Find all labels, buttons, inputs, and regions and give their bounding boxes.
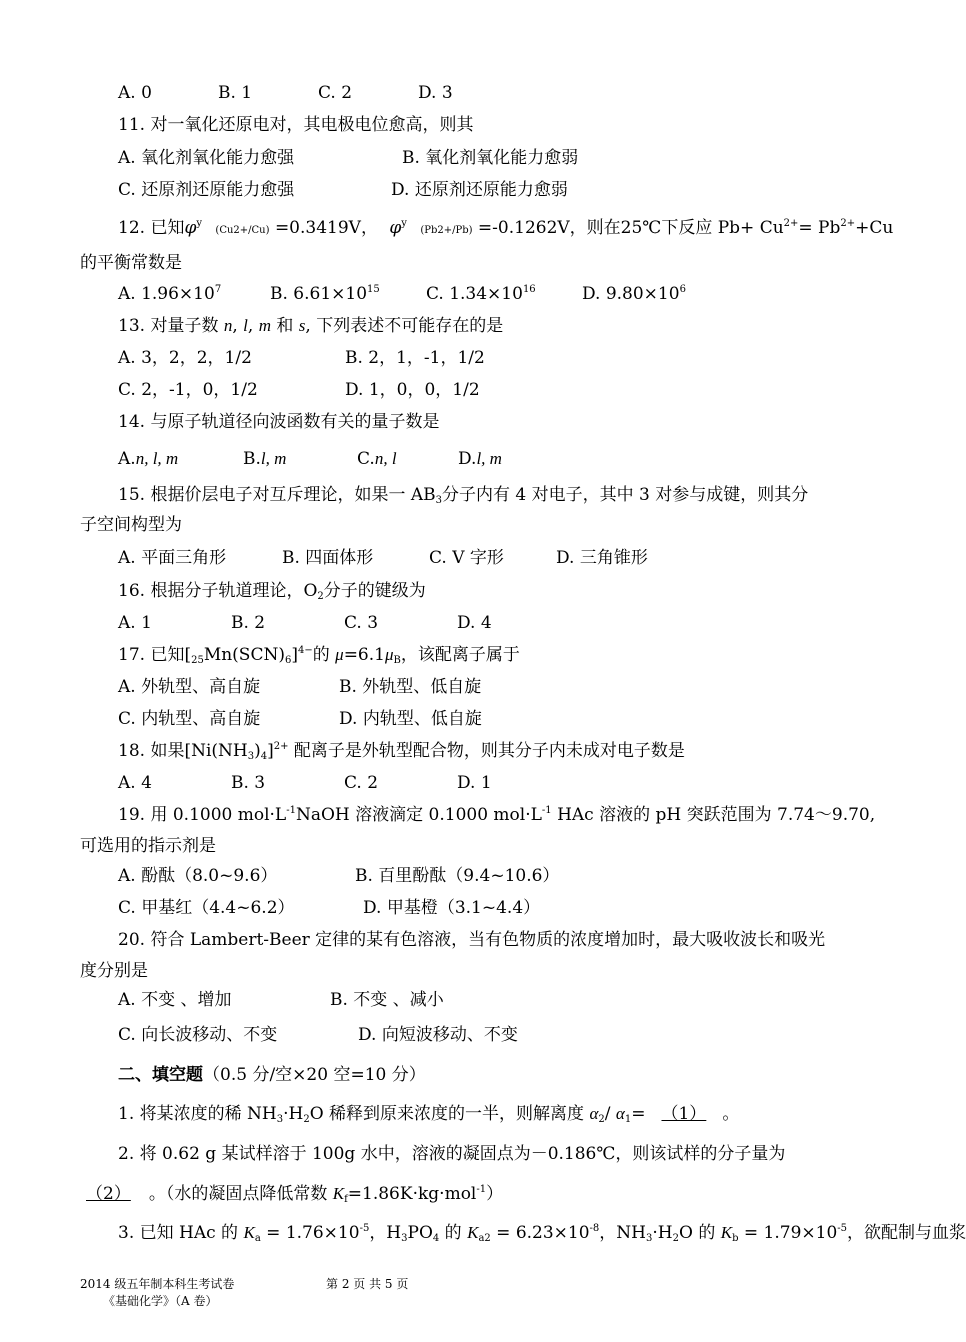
q10-option-d: D. 3: [418, 83, 453, 103]
q16-option-c: C. 3: [344, 613, 379, 633]
q13-option-c: C. 2，-1，0，1/2: [118, 380, 258, 400]
answer-blank-1: （1）: [661, 1104, 707, 1124]
q18-options: [118, 772, 872, 794]
q16-option-a: A. 1: [118, 613, 152, 633]
q19-option-c: C. 甲基红（4.4~6.2）: [118, 898, 295, 918]
footer-exam-title: 2014 级五年制本科生考试卷: [80, 1277, 235, 1291]
q12-option-a: A. $1.96\times 10^7$: [118, 284, 222, 304]
fill-2: 2. 将 0.62 g 某试样溶于 100g 水中，溶液的凝固点为－0.186℃，则该试样的分子量为: [118, 1144, 786, 1164]
q20-stem: 20. 符合 Lambert-Beer 定律的某有色溶液，当有色物质的浓度增加时，最大吸收波长和吸光: [118, 930, 826, 950]
q12-options: [118, 283, 872, 305]
q17-options-row2: [118, 708, 872, 730]
q16-option-b: B. 2: [231, 613, 266, 633]
q19-options-row2: [118, 897, 872, 919]
pb-charge: 2+: [840, 218, 856, 229]
cu-potential: =0.3419V，: [274, 218, 378, 238]
pb-couple: (Pb2+/Pb): [420, 225, 473, 236]
q13-option-b: B. 2，1，-1，1/2: [345, 348, 485, 368]
q12-option-b: B. $6.61\times 10^{15}$: [270, 284, 380, 304]
q11-stem: 11. 对一氧化还原电对，其电极电位愈高，则其: [118, 115, 474, 135]
q15-option-b: B. 四面体形: [282, 548, 374, 568]
q20-option-d: D. 向短波移动、不变: [358, 1025, 518, 1045]
q15-options: [118, 547, 872, 569]
q17-option-c: C. 内轨型、高自旋: [118, 709, 261, 729]
section-scoring: （0.5 分/空×20 空=10 分）: [203, 1065, 426, 1085]
q12-continuation: 的平衡常数是: [80, 253, 182, 273]
q16-options: [118, 612, 872, 634]
pb-potential-reaction: =-0.1262V，则在25℃下反应 Pb+ Cu: [477, 218, 784, 238]
footer-page-number: 第 2 页 共 5 页: [326, 1277, 409, 1291]
q15-option-a: A. 平面三角形: [118, 548, 227, 568]
q17-options-row1: [118, 676, 872, 698]
q18-option-c: C. 2: [344, 773, 379, 793]
q15-option-c: C. V 字形: [429, 548, 504, 568]
section-title: 二、填空题: [118, 1065, 203, 1085]
q14-option-b: B.l, m: [243, 449, 287, 469]
footer-course-name: 《基础化学》（A 卷）: [103, 1294, 218, 1308]
phi-symbol: φ: [389, 218, 402, 238]
q19-continuation: 可选用的指示剂是: [80, 836, 216, 856]
q10-option-c: C. 2: [318, 83, 353, 103]
q17-option-a: A. 外轨型、高自旋: [118, 677, 261, 697]
theta-mark: y: [401, 218, 407, 229]
q18-option-a: A. 4: [118, 773, 152, 793]
fill-3: 3. 已知 HAc 的 $K_a = 1.76\times 10^{-5}$，$H_3PO_4$ 的 $K_{a2} = 6.23\times 10^{-8}$，$NH_3\cdot H_2O$ 的 $K_b = 1.79\times 10^{-5}$，欲配制与血浆: [118, 1223, 966, 1244]
q14-option-c: C.n, l: [357, 449, 397, 469]
q20-continuation: 度分别是: [80, 961, 148, 981]
fill-1: 1. 将某浓度的稀 $NH_3\cdot H_2O$ 稀释到原来浓度的一半，则解离度 $\alpha_2/$ $\alpha_1= (1)$ 。: [118, 1104, 740, 1125]
q10-option-a: A. 0: [118, 83, 152, 103]
q20-option-c: C. 向长波移动、不变: [118, 1025, 278, 1045]
q17-option-d: D. 内轨型、低自旋: [339, 709, 482, 729]
q14-option-d: D.l, m: [458, 449, 502, 469]
q10-options: [118, 82, 872, 104]
q18-option-d: D. 1: [457, 773, 492, 793]
q20-options-row1: [118, 989, 872, 1011]
q15-option-d: D. 三角锥形: [556, 548, 648, 568]
q19-stem: 19. 用 0.1000 $mol\cdot L^{-1}NaOH$ 溶液滴定 0.1000 $mol\cdot L^{-1}$ HAc 溶液的 pH 突跃范围为 7.74～9.70,: [118, 805, 876, 825]
q16-option-d: D. 4: [457, 613, 492, 633]
q11-option-c: C. 还原剂还原能力愈强: [118, 180, 295, 200]
q16-stem: 16. 根据分子轨道理论，$O_2$分子的键级为: [118, 581, 426, 602]
q13-stem: 13. 对量子数 n, l, m 和 s, 下列表述不可能存在的是: [118, 316, 504, 336]
q20-option-a: A. 不变 、增加: [118, 990, 232, 1010]
q14-options: [118, 448, 872, 470]
phi-symbol: φ: [184, 218, 197, 238]
q12-number: 12. 已知: [118, 218, 185, 238]
q18-option-b: B. 3: [231, 773, 266, 793]
fill-2-continuation: （2） 。（水的凝固点降低常数 $K_f=1.86K\cdot kg\cdot mol^{-1}$）: [80, 1183, 872, 1205]
q19-options-row1: [118, 865, 872, 887]
q10-option-b: B. 1: [218, 83, 253, 103]
cu-couple: (Cu2+/Cu): [215, 225, 270, 236]
q13-options-row1: [118, 347, 872, 369]
q11-option-a: A. 氧化剂氧化能力愈强: [118, 148, 295, 168]
q12-stem: [118, 217, 894, 242]
q18-stem: 18. 如果$[Ni(NH_3)_4]^{2+}$ 配离子是外轨型配合物，则其分子内未成对电子数是: [118, 741, 685, 762]
q13-option-d: D. 1，0，0，1/2: [345, 380, 480, 400]
q12-option-d: D. $9.80\times 10^6$: [582, 284, 686, 304]
q17-stem: 17. 已知$[_{25}Mn(SCN)_6]^{4-}$的 $\mu=6.1\mu_B$，该配离子属于: [118, 645, 520, 666]
q19-option-d: D. 甲基橙（3.1~4.4）: [363, 898, 541, 918]
q14-option-a: A.n, l, m: [118, 449, 179, 469]
q12-option-c: C. $1.34\times 10^{16}$: [426, 284, 536, 304]
answer-blank-2: （2）: [86, 1184, 131, 1204]
q15-stem: 15. 根据价层电子对互斥理论，如果一 $AB_3$分子内有 4 对电子，其中 3 对参与成键，则其分: [118, 485, 809, 506]
q13-options-row2: [118, 379, 872, 401]
q11-options-row1: [118, 147, 872, 169]
theta-mark: y: [196, 218, 203, 229]
q11-options-row2: [118, 179, 872, 201]
reaction-equals: = Pb: [798, 218, 841, 238]
q15-continuation: 子空间构型为: [80, 515, 182, 535]
q11-option-d: D. 还原剂还原能力愈弱: [391, 180, 568, 200]
q20-options-row2: [118, 1024, 872, 1046]
q14-stem: 14. 与原子轨道径向波函数有关的量子数是: [118, 412, 440, 432]
q11-option-b: B. 氧化剂氧化能力愈弱: [402, 148, 579, 168]
section-heading: [118, 1064, 872, 1086]
cu-charge: 2+: [783, 218, 799, 229]
reaction-tail: +Cu: [855, 218, 894, 238]
q17-option-b: B. 外轨型、低自旋: [339, 677, 482, 697]
q13-option-a: A. 3，2，2，1/2: [118, 348, 252, 368]
q19-option-a: A. 酚酞（8.0~9.6）: [118, 866, 278, 886]
q19-option-b: B. 百里酚酞（9.4~10.6）: [355, 866, 560, 886]
q20-option-b: B. 不变 、减小: [330, 990, 444, 1010]
